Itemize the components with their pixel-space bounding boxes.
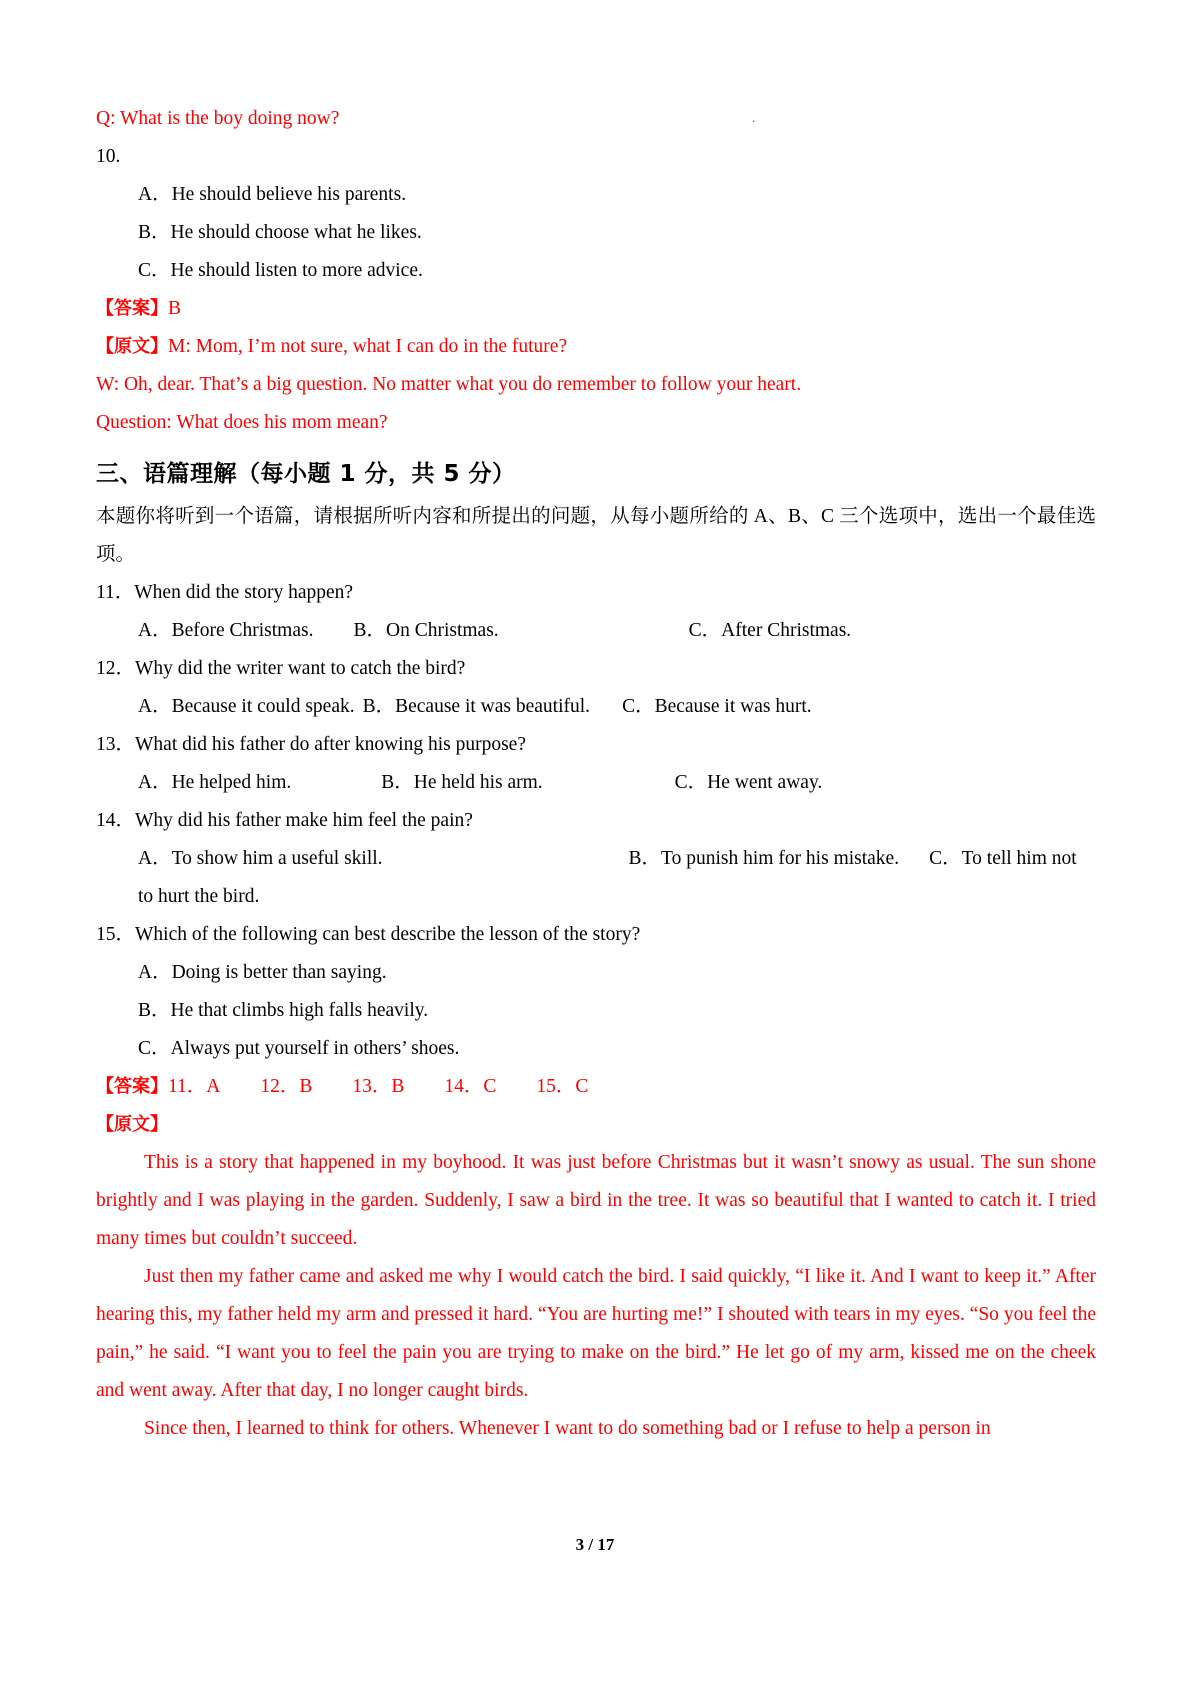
script-tag-label: 【原文】 xyxy=(96,336,168,357)
question-10-script-m: M: Mom, I’m not sure, what I can do in the future? xyxy=(168,336,568,357)
question-12-option-c[interactable]: C．Because it was hurt. xyxy=(622,696,812,717)
question-14-option-a[interactable]: A．To show him a useful skill. xyxy=(138,848,383,869)
question-10-option-a[interactable]: A．He should believe his parents. xyxy=(138,184,407,205)
question-10-script-line-2: W: Oh, dear. That’s a big question. No matter what you do remember to follow your heart. xyxy=(96,374,802,395)
question-13-options xyxy=(96,764,1096,802)
question-13-stem xyxy=(96,726,1096,764)
question-15-option-b[interactable]: B．He that climbs high falls heavily. xyxy=(138,1000,429,1021)
question-13-option-b[interactable]: B．He held his arm. xyxy=(381,772,543,793)
question-14-text: Why did his father make him feel the pain? xyxy=(135,810,473,831)
question-10-script-line-1 xyxy=(96,328,1096,366)
question-12-text: Why did the writer want to catch the bird? xyxy=(135,658,466,679)
question-10-answer-line xyxy=(96,290,1096,328)
question-14-option-c[interactable]: C．To tell him not to hurt the bird. xyxy=(138,848,1077,907)
answer-14: 14．C xyxy=(444,1076,497,1097)
question-10-answer-value: B xyxy=(168,298,182,319)
answer-12: 12．B xyxy=(260,1076,313,1097)
answer-15: 15．C xyxy=(536,1076,589,1097)
question-12-options xyxy=(96,688,1096,726)
question-10-option-c[interactable]: C．He should listen to more advice. xyxy=(138,260,423,281)
page-content xyxy=(96,100,1096,1448)
question-15-option-c[interactable]: C．Always put yourself in others’ shoes. xyxy=(138,1038,460,1059)
question-12-option-b[interactable]: B．Because it was beautiful. xyxy=(362,696,591,717)
question-11-stem xyxy=(96,574,1096,612)
question-14-options xyxy=(96,840,1096,916)
question-13-option-c[interactable]: C．He went away. xyxy=(674,772,823,793)
script-tag-label: 【原文】 xyxy=(96,1114,168,1135)
question-13-text: What did his father do after knowing his purpose? xyxy=(135,734,526,755)
question-11-text: When did the story happen? xyxy=(134,582,354,603)
section-3-script-tag xyxy=(96,1106,1096,1144)
question-12-stem xyxy=(96,650,1096,688)
question-15-stem xyxy=(96,916,1096,954)
answer-tag-label: 【答案】 xyxy=(96,1076,168,1097)
section-3-answers xyxy=(96,1068,1096,1106)
answer-tag-label: 【答案】 xyxy=(96,298,168,319)
question-10-script-line-3: Question: What does his mom mean? xyxy=(96,412,388,433)
script-paragraph-3: Since then, I learned to think for others. Whenever I want to do something bad or I refuse to help a person in xyxy=(144,1418,991,1439)
stray-dot-mark: . xyxy=(752,110,756,125)
question-14-option-b[interactable]: B．To punish him for his mistake. xyxy=(628,848,900,869)
script-paragraph-2: Just then my father came and asked me why I would catch the bird. I said quickly, “I like it. And I want to keep it.” After hearing this, my father held my arm and pressed it hard. “You are hurting me!” I shouted with tears in my eyes. “So you feel the pain,” he said. “I want you to feel the pain you are trying to make on the bird.” He let go of my arm, kissed me on the cheek and went away. After that day, I no longer caught birds. xyxy=(96,1266,1096,1401)
answer-13: 13．B xyxy=(352,1076,405,1097)
question-13-number: 13． xyxy=(96,734,136,755)
question-11-option-a[interactable]: A．Before Christmas. xyxy=(138,620,314,641)
question-10-option-b[interactable]: B．He should choose what he likes. xyxy=(138,222,422,243)
question-11-options xyxy=(96,612,1096,650)
question-14-number: 14． xyxy=(96,810,136,831)
question-11-option-c[interactable]: C．After Christmas. xyxy=(688,620,852,641)
script-paragraph-1: This is a story that happened in my boyhood. It was just before Christmas but it wasn’t snowy as usual. The sun shone brightly and I was playing in the garden. Suddenly, I saw a bird in the tree. It was so beautiful that I wanted to catch it. I tried many times but couldn’t succeed. xyxy=(96,1152,1096,1249)
answer-11: 11．A xyxy=(168,1076,221,1097)
question-15-option-a[interactable]: A．Doing is better than saying. xyxy=(138,962,387,983)
question-10-number: 10. xyxy=(96,146,121,167)
question-15-number: 15． xyxy=(96,924,136,945)
question-12-option-a[interactable]: A．Because it could speak. xyxy=(138,696,355,717)
q9-question-line: Q: What is the boy doing now? xyxy=(96,108,340,129)
section-3-heading: 三、语篇理解（每小题 1 分，共 5 分） xyxy=(96,461,516,487)
question-12-number: 12． xyxy=(96,658,136,679)
question-13-option-a[interactable]: A．He helped him. xyxy=(138,772,292,793)
section-3-instructions: 本题你将听到一个语篇，请根据所听内容和所提出的问题，从每小题所给的 A、B、C 三个选项中，选出一个最佳选项。 xyxy=(96,506,1096,565)
question-15-text: Which of the following can best describe the lesson of the story? xyxy=(135,924,641,945)
page-footer: 3 / 17 xyxy=(575,1535,615,1554)
question-11-option-b[interactable]: B．On Christmas. xyxy=(353,620,499,641)
question-14-stem xyxy=(96,802,1096,840)
question-11-number: 11． xyxy=(96,582,135,603)
